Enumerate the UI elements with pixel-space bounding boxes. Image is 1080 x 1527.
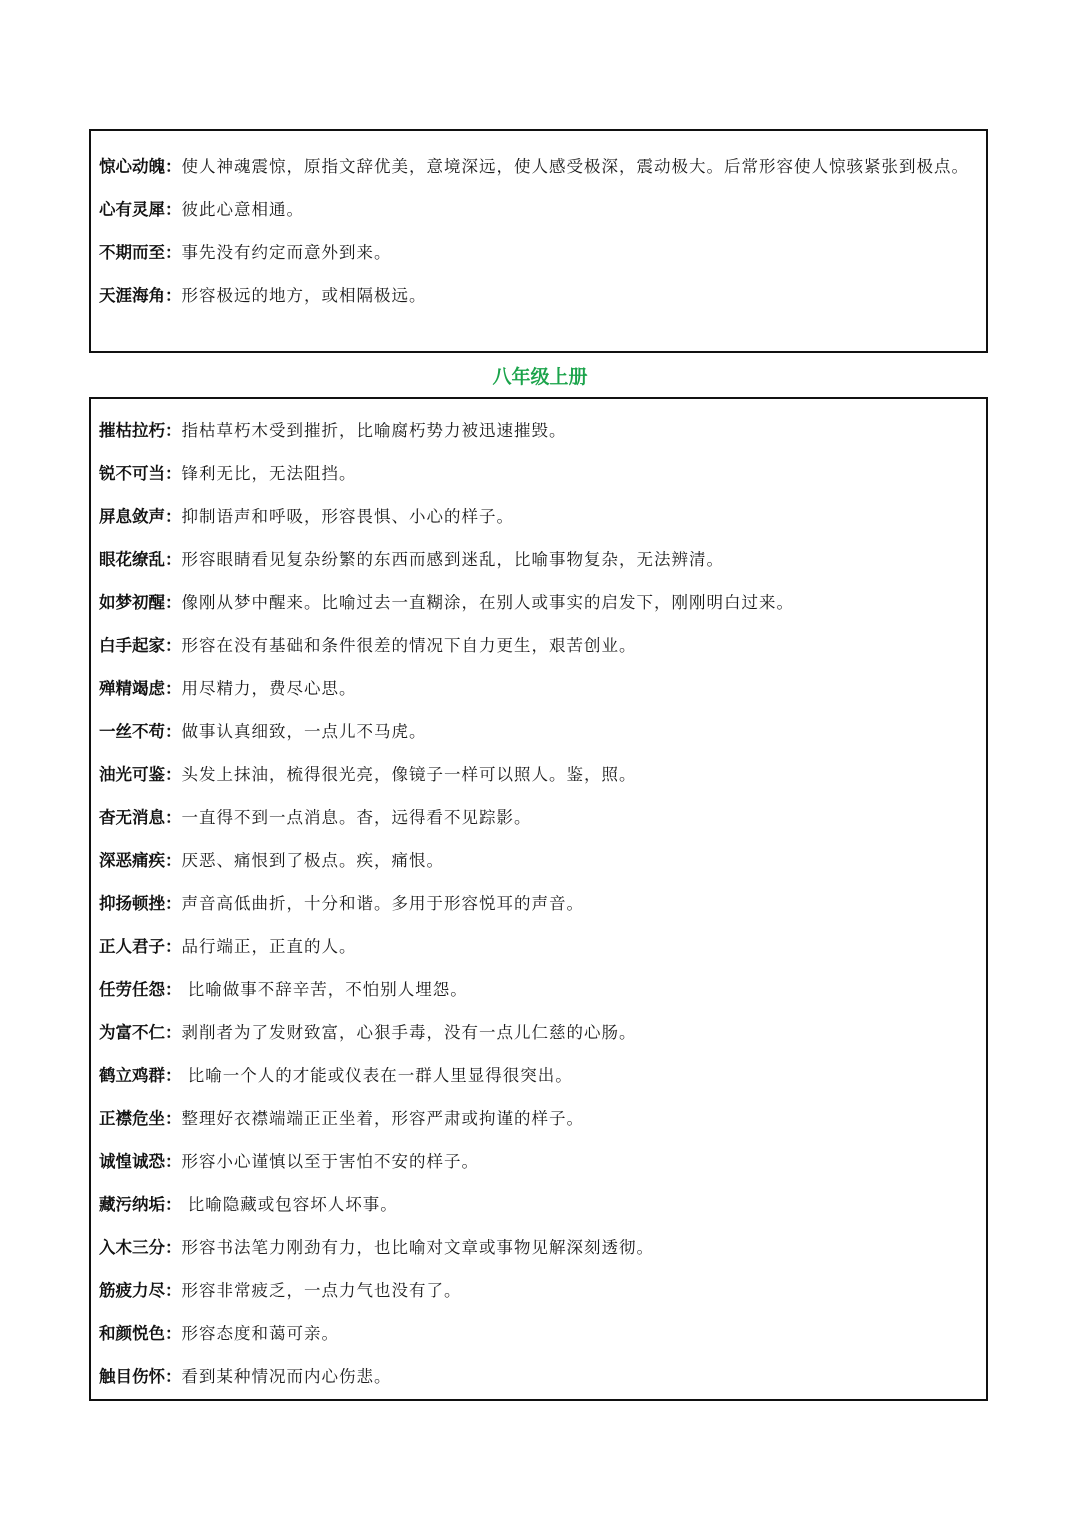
term-separator: ： xyxy=(165,679,182,698)
idiom-term: 深恶痛疾 xyxy=(99,851,165,870)
idiom-term: 任劳任怨 xyxy=(99,980,165,999)
idiom-definition: 指枯草朽木受到摧折，比喻腐朽势力被迅速摧毁。 xyxy=(181,421,567,440)
idiom-term: 摧枯拉朽 xyxy=(99,421,165,440)
term-separator: ： xyxy=(165,550,182,569)
idiom-box-main xyxy=(89,397,988,1401)
idiom-entry xyxy=(99,1097,978,1140)
term-separator: ： xyxy=(165,980,182,999)
idiom-term: 触目伤怀 xyxy=(99,1367,165,1386)
idiom-term: 抑扬顿挫 xyxy=(99,894,165,913)
term-separator: ： xyxy=(165,1195,182,1214)
idiom-term: 眼花缭乱 xyxy=(99,550,165,569)
term-separator: ： xyxy=(165,421,182,440)
idiom-definition: 一直得不到一点消息。杳，远得看不见踪影。 xyxy=(181,808,532,827)
term-separator: ： xyxy=(165,1281,182,1300)
idiom-definition: 看到某种情况而内心伤悲。 xyxy=(181,1367,392,1386)
term-separator: ： xyxy=(165,1152,182,1171)
term-separator: ： xyxy=(165,808,182,827)
term-separator: ： xyxy=(165,157,182,176)
section-title: 八年级上册 xyxy=(492,366,588,388)
idiom-entry xyxy=(99,1226,978,1269)
idiom-term: 锐不可当 xyxy=(99,464,165,483)
idiom-entry xyxy=(99,753,978,796)
idiom-entry xyxy=(99,188,978,231)
idiom-entry xyxy=(99,581,978,624)
idiom-entry xyxy=(99,1140,978,1183)
idiom-entry xyxy=(99,710,978,753)
idiom-definition: 形容眼睛看见复杂纷繁的东西而感到迷乱，比喻事物复杂，无法辨清。 xyxy=(181,550,724,569)
term-separator: ： xyxy=(165,937,182,956)
idiom-definition: 形容极远的地方，或相隔极远。 xyxy=(181,286,427,305)
idiom-term: 不期而至 xyxy=(99,243,165,262)
idiom-entry xyxy=(99,1355,978,1398)
term-separator: ： xyxy=(165,593,182,612)
idiom-definition: 用尽精力，费尽心思。 xyxy=(181,679,357,698)
idiom-definition: 剥削者为了发财致富，心狠手毒，没有一点儿仁慈的心肠。 xyxy=(181,1023,637,1042)
idiom-term: 为富不仁 xyxy=(99,1023,165,1042)
idiom-entry xyxy=(99,624,978,667)
term-separator: ： xyxy=(165,1367,182,1386)
idiom-entry xyxy=(99,925,978,968)
term-separator: ： xyxy=(165,507,182,526)
idiom-entry xyxy=(99,452,978,495)
idiom-term: 诚惶诚恐 xyxy=(99,1152,165,1171)
idiom-term: 正襟危坐 xyxy=(99,1109,165,1128)
idiom-term: 油光可鉴 xyxy=(99,765,165,784)
idiom-definition: 形容态度和蔼可亲。 xyxy=(181,1324,339,1343)
idiom-entry xyxy=(99,495,978,538)
idiom-term: 藏污纳垢 xyxy=(99,1195,165,1214)
idiom-term: 殚精竭虑 xyxy=(99,679,165,698)
idiom-entry xyxy=(99,1011,978,1054)
idiom-definition: 形容小心谨慎以至于害怕不安的样子。 xyxy=(181,1152,479,1171)
idiom-definition: 比喻一个人的才能或仪表在一群人里显得很突出。 xyxy=(181,1066,573,1085)
idiom-term: 如梦初醒 xyxy=(99,593,165,612)
term-separator: ： xyxy=(165,200,182,219)
idiom-definition: 彼此心意相通。 xyxy=(181,200,304,219)
idiom-term: 和颜悦色 xyxy=(99,1324,165,1343)
idiom-entry xyxy=(99,145,978,188)
idiom-term: 杳无消息 xyxy=(99,808,165,827)
idiom-definition: 事先没有约定而意外到来。 xyxy=(181,243,392,262)
term-separator: ： xyxy=(165,722,182,741)
idiom-term: 正人君子 xyxy=(99,937,165,956)
term-separator: ： xyxy=(165,1324,182,1343)
idiom-term: 一丝不苟 xyxy=(99,722,165,741)
idiom-definition: 形容在没有基础和条件很差的情况下自力更生，艰苦创业。 xyxy=(181,636,637,655)
idiom-definition: 像刚从梦中醒来。比喻过去一直糊涂，在别人或事实的启发下，刚刚明白过来。 xyxy=(181,593,794,612)
term-separator: ： xyxy=(165,1238,182,1257)
idiom-entry xyxy=(99,796,978,839)
idiom-definition: 形容书法笔力刚劲有力，也比喻对文章或事物见解深刻透彻。 xyxy=(181,1238,654,1257)
idiom-box-top xyxy=(89,129,988,353)
idiom-term: 心有灵犀 xyxy=(99,200,165,219)
idiom-entry xyxy=(99,1183,978,1226)
idiom-term: 白手起家 xyxy=(99,636,165,655)
idiom-term: 屏息敛声 xyxy=(99,507,165,526)
idiom-definition: 形容非常疲乏，一点力气也没有了。 xyxy=(181,1281,462,1300)
idiom-entry xyxy=(99,1312,978,1355)
idiom-definition: 比喻隐藏或包容坏人坏事。 xyxy=(181,1195,398,1214)
idiom-definition: 使人神魂震惊，原指文辞优美，意境深远，使人感受极深，震动极大。后常形容使人惊骇紧张到极点。 xyxy=(181,157,969,176)
term-separator: ： xyxy=(165,1109,182,1128)
term-separator: ： xyxy=(165,464,182,483)
idiom-definition: 抑制语声和呼吸，形容畏惧、小心的样子。 xyxy=(181,507,514,526)
idiom-entry xyxy=(99,409,978,452)
idiom-definition: 做事认真细致，一点儿不马虎。 xyxy=(181,722,427,741)
term-separator: ： xyxy=(165,765,182,784)
idiom-term: 鹤立鸡群 xyxy=(99,1066,165,1085)
idiom-definition: 比喻做事不辞辛苦，不怕别人埋怨。 xyxy=(181,980,468,999)
term-separator: ： xyxy=(165,636,182,655)
term-separator: ： xyxy=(165,1066,182,1085)
idiom-entry xyxy=(99,667,978,710)
idiom-definition: 厌恶、痛恨到了极点。疾，痛恨。 xyxy=(181,851,444,870)
term-separator: ： xyxy=(165,851,182,870)
idiom-term: 惊心动魄 xyxy=(99,157,165,176)
idiom-definition: 整理好衣襟端端正正坐着，形容严肃或拘谨的样子。 xyxy=(181,1109,584,1128)
term-separator: ： xyxy=(165,894,182,913)
idiom-definition: 品行端正，正直的人。 xyxy=(181,937,357,956)
idiom-term: 入木三分 xyxy=(99,1238,165,1257)
term-separator: ： xyxy=(165,1023,182,1042)
idiom-definition: 声音高低曲折，十分和谐。多用于形容悦耳的声音。 xyxy=(181,894,584,913)
term-separator: ： xyxy=(165,286,182,305)
idiom-entry xyxy=(99,538,978,581)
idiom-entry xyxy=(99,274,978,317)
idiom-term: 筋疲力尽 xyxy=(99,1281,165,1300)
idiom-term: 天涯海角 xyxy=(99,286,165,305)
idiom-entry xyxy=(99,882,978,925)
idiom-definition: 头发上抹油，梳得很光亮，像镜子一样可以照人。鉴，照。 xyxy=(181,765,637,784)
idiom-entry xyxy=(99,839,978,882)
idiom-entry xyxy=(99,1269,978,1312)
idiom-entry xyxy=(99,968,978,1011)
idiom-definition: 锋利无比，无法阻挡。 xyxy=(181,464,357,483)
idiom-entry xyxy=(99,1054,978,1097)
term-separator: ： xyxy=(165,243,182,262)
idiom-entry xyxy=(99,231,978,274)
